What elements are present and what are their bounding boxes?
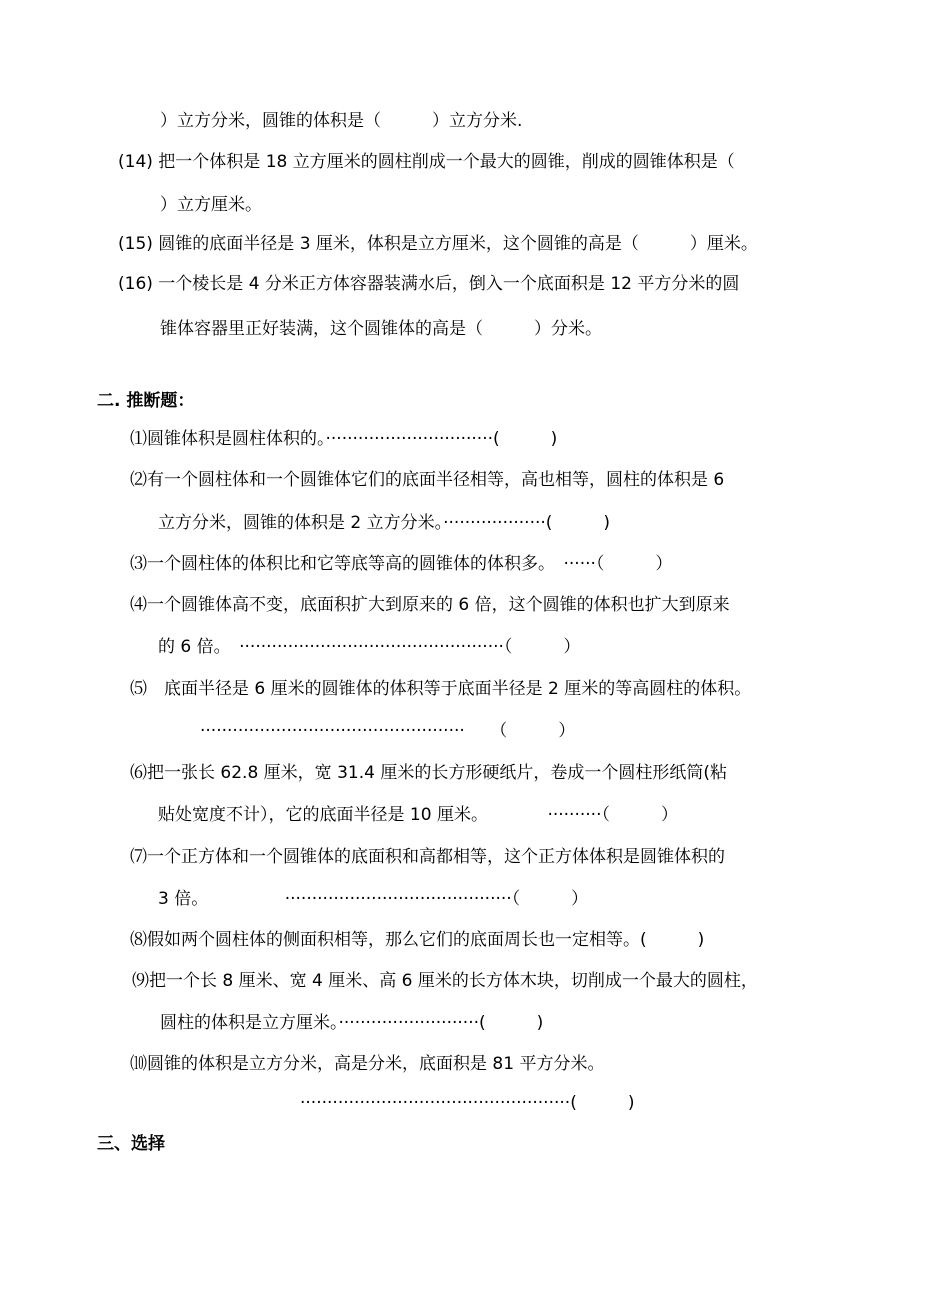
section-2-title: 二. 推断题： [97,391,195,411]
judge-item-7-line-1: ⑺一个正方体和一个圆锥体的底面积和高都相等，这个正方体体积是圆锥体积的 [130,847,725,867]
judge-item-5-line-2: ················································· （ ） [200,721,576,741]
judge-item-10-line-2: ··················································( ) [300,1093,635,1113]
judge-item-10-line-1: ⑽圆锥的体积是立方分米，高是分米，底面积是 81 平方分米。 [130,1054,605,1074]
judge-item-9-line-1: ⑼把一个长 8 厘米、宽 4 厘米、高 6 厘米的长方体木块，切削成一个最大的圆柱， [132,971,758,991]
section-3-title: 三、选择 [97,1134,165,1154]
judge-item-9-line-2: 圆柱的体积是立方厘米。··························( ) [160,1013,544,1033]
judge-item-2-line-1: ⑵有一个圆柱体和一个圆锥体它们的底面半径相等，高也相等，圆柱的体积是 6 [130,470,725,490]
judge-item-5-line-1: ⑸ 底面半径是 6 厘米的圆锥体的体积等于底面半径是 2 厘米的等高圆柱的体积。 [130,679,752,699]
judge-item-6-line-2: 贴处宽度不计），它的底面半径是 10 厘米。 ··········（ ） [158,805,678,825]
question-16-line-2: 锥体容器里正好装满，这个圆锥体的高是（ ）分米。 [160,319,602,339]
judge-item-4-line-1: ⑷一个圆锥体高不变，底面积扩大到原来的 6 倍，这个圆锥的体积也扩大到原来 [130,595,730,615]
judge-item-2-line-2: 立方分米，圆锥的体积是 2 立方分米。···················( ) [158,513,611,533]
question-16-line-1: (16) 一个棱长是 4 分米正方体容器装满水后，倒入一个底面积是 12 平方分米的圆 [118,274,740,294]
judge-item-7-line-2: 3 倍。 ··········································（ ） [158,889,589,909]
question-14-line-1: (14) 把一个体积是 18 立方厘米的圆柱削成一个最大的圆锥，削成的圆锥体积是（ [118,152,735,172]
judge-item-1: ⑴圆锥体积是圆柱体积的。·······························( ) [130,429,558,449]
question-15: (15) 圆锥的底面半径是 3 厘米，体积是立方厘米，这个圆锥的高是（ ）厘米。 [118,234,758,254]
judge-item-4-line-2: 的 6 倍。 ·················································（ ） [158,637,581,657]
question-14-line-2: ）立方厘米。 [160,195,262,215]
judge-item-6-line-1: ⑹把一张长 62.8 厘米，宽 31.4 厘米的长方形硬纸片，卷成一个圆柱形纸筒(粘 [130,763,727,783]
judge-item-8: ⑻假如两个圆柱体的侧面积相等，那么它们的底面周长也一定相等。( ) [130,930,705,950]
judge-item-3: ⑶一个圆柱体的体积比和它等底等高的圆锥体的体积多。 ······（ ） [130,554,673,574]
q13-continuation: ）立方分米，圆锥的体积是（ ）立方分米. [160,111,523,131]
